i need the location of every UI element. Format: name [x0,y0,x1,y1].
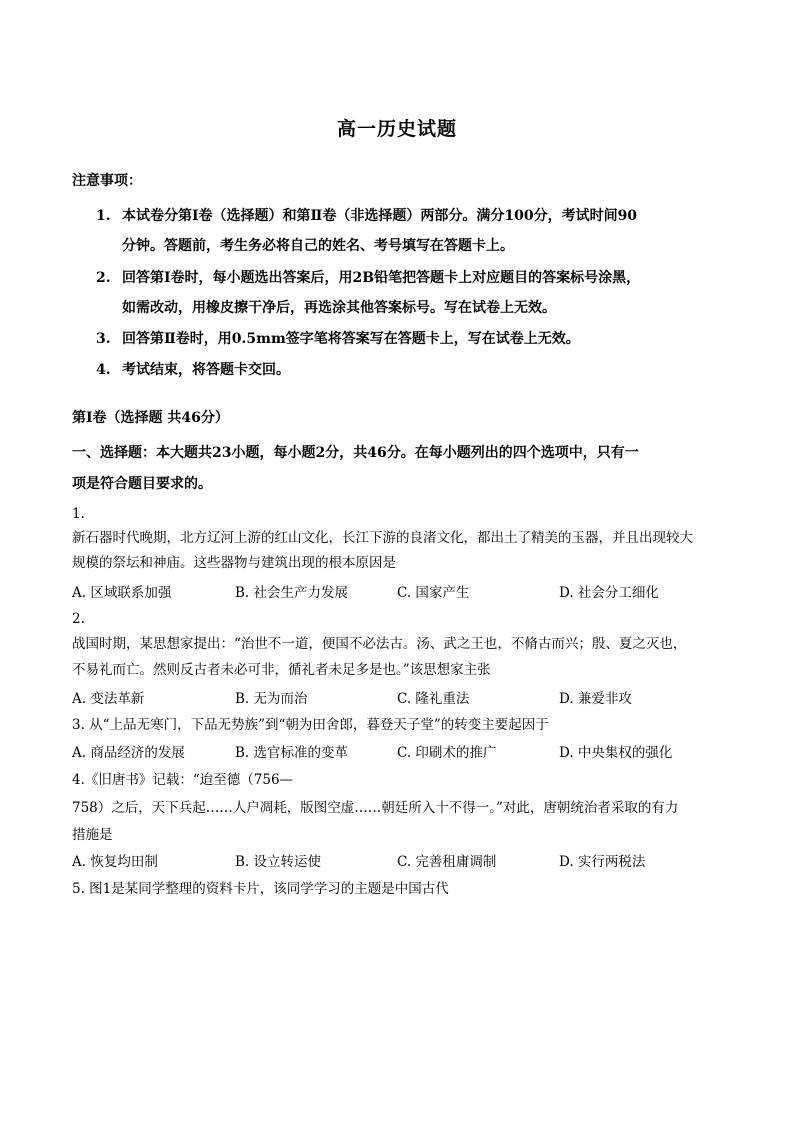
question-4-stem-line-2: 758）之后，天下兵起……人户凋耗，版图空虚……朝廷所入十不得一。”对此，唐朝统治者采取的有力 [72,800,679,816]
question-1-option-a[interactable]: A. 区域联系加强 [72,585,172,601]
question-4-option-c[interactable]: C. 完善租庸调制 [397,854,497,870]
question-4-option-d[interactable]: D. 实行两税法 [559,854,646,870]
notice-item-text: 回答第Ⅱ卷时，用0.5mm签字笔将答案写在答题卡上，写在试卷上无效。 [122,331,580,347]
question-1-option-d[interactable]: D. 社会分工细化 [559,585,659,601]
question-1-label: 1. [72,506,85,522]
question-1-stem-line-1: 新石器时代晚期，北方辽河上游的红山文化，长江下游的良渚文化，都出土了精美的玉器，并且出现较大 [72,530,693,546]
page-title: 高一历史试题 [336,118,457,140]
question-1-option-b[interactable]: B. 社会生产力发展 [235,585,349,601]
question-2-stem-line-2: 不易礼而亡。然则反古者未必可非，循礼者未足多是也。”该思想家主张 [72,662,491,678]
question-4-stem-line-1: 4.《旧唐书》记载：“迨至德（756— [72,772,294,788]
question-3-option-b[interactable]: B. 选官标准的变革 [235,745,349,761]
question-5-stem-line-1: 5. 图1是某同学整理的资料卡片，该同学学习的主题是中国古代 [72,881,449,897]
question-2-option-a[interactable]: A. 变法革新 [72,691,145,707]
question-4-option-b[interactable]: B. 设立转运使 [235,854,322,870]
notice-item-4 [96,360,290,380]
question-2-option-c[interactable]: C. 隆礼重法 [397,691,470,707]
question-1-stem-line-2: 规模的祭坛和神庙。这些器物与建筑出现的根本原因是 [72,555,396,571]
notice-item-number: 4. [96,362,111,378]
notice-item-number: 1. [96,208,111,224]
section-instruction-line-1: 一、选择题：本大题共23小题，每小题2分，共46分。在每小题列出的四个选项中，只有一 [72,445,639,461]
question-1-option-c[interactable]: C. 国家产生 [397,585,470,601]
question-2-stem-line-1: 战国时期，某思想家提出：“治世不一道，便国不必法古。汤、武之王也，不脩古而兴；殷、夏之灭也， [72,636,687,652]
question-4-stem-line-3: 措施是 [72,827,113,843]
question-3-option-a[interactable]: A. 商品经济的发展 [72,745,185,761]
notice-item-number: 3. [96,331,111,347]
notice-item-text: 本试卷分第Ⅰ卷（选择题）和第Ⅱ卷（非选择题）两部分。满分100分，考试时间90 [122,208,638,224]
question-4-option-a[interactable]: A. 恢复均田制 [72,854,158,870]
notice-item-3 [96,329,580,349]
notice-item-2-cont: 如需改动，用橡皮擦干净后，再选涂其他答案标号。写在试卷上无效。 [122,300,556,316]
question-2-label: 2. [72,611,85,627]
section-heading: 第Ⅰ卷（选择题 共46分） [72,410,229,426]
notice-item-text: 考试结束，将答题卡交回。 [122,362,290,378]
question-3-option-d[interactable]: D. 中央集权的强化 [559,745,673,761]
question-2-option-b[interactable]: B. 无为而治 [235,691,308,707]
question-3-stem-line-1: 3. 从“上品无寒门，下品无势族”到“朝为田舍郎，暮登天子堂”的转变主要起因于 [72,717,549,733]
notice-item-number: 2. [96,270,111,286]
question-3-option-c[interactable]: C. 印刷术的推广 [397,745,497,761]
section-instruction-line-2: 项是符合题目要求的。 [72,476,212,492]
notice-item-2 [96,268,640,288]
question-2-option-d[interactable]: D. 兼爱非攻 [559,691,632,707]
notice-heading: 注意事项： [72,173,142,189]
notice-item-text: 回答第Ⅰ卷时，每小题选出答案后，用2B铅笔把答题卡上对应题目的答案标号涂黑， [122,270,641,286]
notice-item-1 [96,206,637,226]
notice-item-1-cont: 分钟。答题前，考生务必将自己的姓名、考号填写在答题卡上。 [122,238,514,254]
